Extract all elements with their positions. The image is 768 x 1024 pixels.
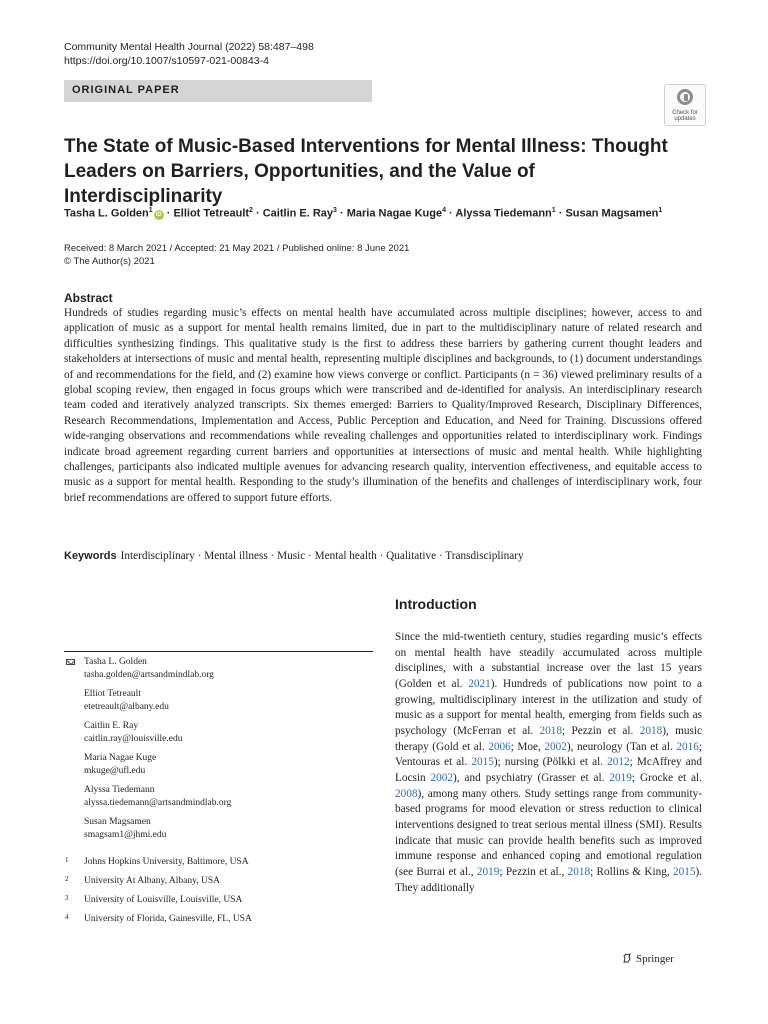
badge-line-2: updates (674, 116, 696, 122)
author-affiliation-mark: 2 (249, 207, 253, 214)
affiliation-number: 4 (65, 913, 69, 921)
abstract-text: Hundreds of studies regarding music’s effects on mental health have accumulated across multiple disciplines; however, access to and application of music as a support for mental health remains limited, due in part to the multidisciplinary nature of related research and difficulties synthesizing findings. This qualitative study is the first to address these barriers by gathering current thought leaders and stakeholders at intersections of music and mental health, representing multiple disciplines and backgrounds, to (1) document understandings of and recommendations for the field, and (2) examine how views converge or conflict. Participants (n = 36) viewed preliminary results of a global scoping review, then engaged in focus groups which were transcribed and de-identified for analysis. An interdisciplinary research team coded and iteratively analyzed transcripts. Six themes emerged: Barriers to Quality/Improved Research, Disciplinary Differences, Research Recommendations, Implementation and Access, Public Perception and Education, and Need for Training. Discussions offered wide-ranging observations and recommendations while revealing challenges and opportunities related to interdisciplinary work. Findings indicate broad agreement regarding current barriers and opportunities at intersections of music and mental health. While highlighting challenges, participants also indicated multiple avenues for advancing research quality, intervention effectiveness, and equitable access to music as a support for mental health. Responding to the study’s illumination of the benefits and challenges of interdisciplinary work, four brief recommendations are offered to support future efforts. (64, 307, 702, 504)
citation-link[interactable]: 2002 (430, 771, 454, 784)
abstract-heading: Abstract (64, 291, 113, 305)
affiliation-text: University of Florida, Gainesville, FL, USA (84, 914, 252, 924)
author-contacts (64, 656, 373, 848)
author-name[interactable]: Elliot Tetreault (173, 207, 250, 220)
author-name[interactable]: Maria Nagae Kuge (346, 207, 443, 220)
affiliations (64, 856, 373, 932)
citation-link[interactable]: 2018 (567, 865, 591, 878)
publisher-name: Springer (636, 953, 674, 965)
citation-link[interactable]: 2015 (471, 756, 494, 769)
keywords-label: Keywords (64, 550, 117, 562)
introduction-heading: Introduction (395, 596, 477, 612)
contact-entry (84, 752, 373, 778)
author-affiliation-mark: 4 (442, 207, 446, 214)
envelope-icon (66, 659, 75, 665)
contact-name: Tasha L. Golden (84, 657, 147, 667)
contact-entry (84, 720, 373, 746)
author-list (64, 203, 724, 222)
citation-link[interactable]: 2019 (476, 865, 500, 878)
affiliation-item (64, 875, 373, 888)
contact-email[interactable]: mkuge@ufl.edu (84, 766, 146, 776)
contact-entry (84, 784, 373, 810)
contact-email[interactable]: caitlin.ray@louisville.edu (84, 734, 183, 744)
citation-link[interactable]: 2018 (539, 724, 563, 737)
copyright-line: © The Author(s) 2021 (64, 256, 155, 267)
citation-link[interactable]: 2012 (607, 756, 630, 769)
author-name[interactable]: Caitlin E. Ray (262, 207, 334, 220)
affiliation-item (64, 856, 373, 869)
author-separator: · (446, 207, 456, 220)
article-type-band (64, 80, 372, 102)
citation-link[interactable]: 2008 (395, 787, 418, 800)
citation-link[interactable]: 2006 (488, 740, 511, 753)
author-separator: · (336, 207, 347, 220)
article-type-label: ORIGINAL PAPER (72, 84, 180, 96)
affiliation-text: Johns Hopkins University, Baltimore, USA (84, 857, 249, 867)
contact-entry (84, 688, 373, 714)
author-separator: · (555, 207, 566, 220)
author-name[interactable]: Alyssa Tiedemann (455, 207, 552, 220)
contact-name: Elliot Tetreault (84, 689, 141, 699)
affiliation-number: 1 (65, 856, 69, 864)
contact-email[interactable]: etetreault@albany.edu (84, 702, 169, 712)
doi-link[interactable]: https://doi.org/10.1007/s10597-021-00843-4 (64, 55, 269, 67)
journal-header (64, 40, 314, 68)
author-name[interactable]: Tasha L. Golden (64, 207, 149, 220)
footnote-divider (64, 651, 373, 652)
journal-citation: Community Mental Health Journal (2022) 58:487–498 (64, 41, 314, 53)
contact-name: Maria Nagae Kuge (84, 753, 157, 763)
author-separator: · (163, 207, 174, 220)
contact-entry (84, 656, 373, 682)
contact-email[interactable]: smagsam1@jhmi.edu (84, 830, 167, 840)
author-separator: · (252, 207, 263, 220)
check-updates-icon (677, 89, 693, 105)
citation-link[interactable]: 2002 (544, 740, 567, 753)
citation-link[interactable]: 2019 (609, 771, 632, 784)
affiliation-item (64, 913, 373, 926)
publication-dates (64, 242, 409, 268)
springer-horse-icon (622, 953, 632, 963)
author-affiliation-mark: 1 (148, 207, 153, 214)
badge-line-1: Check for (672, 110, 698, 116)
affiliation-text: University At Albany, Albany, USA (84, 876, 220, 886)
author-name[interactable]: Susan Magsamen (565, 207, 659, 220)
dates-line: Received: 8 March 2021 / Accepted: 21 May 2021 / Published online: 8 June 2021 (64, 243, 410, 254)
affiliation-text: University of Louisville, Louisville, USA (84, 895, 243, 905)
introduction-text: Since the mid-twentieth century, studies regarding music’s effects on mental health have steadily accumulated across multiple disciplines, with a substantial increase over the last 15 years (Golden et al. 2021). Hundreds of publications now point to a growing, multidisciplinary interest in the utilization and study of music as a support for mental health, emerging from fields such as psychology (McFerran et al. 2018; Pezzin et al. 2018), music therapy (Gold et al. 2006; Moe, 2002), neurology (Tan et al. 2016; Ventouras et al. 2015); nursing (Pölkki et al. 2012; McAffrey and Locsin 2002), and psychiatry (Grasser et al. 2019; Grocke et al. 2008), among many others. Study settings range from community-based programs for mood elevation or stress reduction to clinical interventions designed to treat serious mental illness (SMI). Results indicate that music can provide health benefits such as improved immune response and enhanced coping and emotional regulation (see Burrai et al., 2019; Pezzin et al., 2018; Rollins & King, 2015). They additionally (395, 631, 703, 894)
affiliation-item (64, 894, 373, 907)
keywords-text: Interdisciplinary · Mental illness · Music · Mental health · Qualitative · Transdisciplinary (120, 550, 524, 562)
contact-name: Caitlin E. Ray (84, 721, 139, 731)
citation-link[interactable]: 2016 (676, 740, 699, 753)
author-affiliation-mark: 3 (333, 207, 337, 214)
contact-name: Susan Magsamen (84, 817, 151, 827)
citation-link[interactable]: 2021 (468, 677, 491, 690)
affiliation-number: 3 (65, 894, 69, 902)
orcid-icon[interactable]: iD (155, 211, 162, 218)
article-title: The State of Music-Based Interventions for Mental Illness: Thought Leaders on Barriers, Opportunities, and the Value of Interdisciplinarity (64, 136, 668, 207)
publisher-logo (622, 953, 674, 965)
author-affiliation-mark: 1 (658, 207, 663, 214)
citation-link[interactable]: 2015 (672, 865, 696, 878)
check-for-updates-badge[interactable] (664, 84, 706, 126)
author-affiliation-mark: 1 (551, 207, 556, 214)
keywords-line (64, 549, 704, 564)
contact-entry (84, 816, 373, 842)
citation-link[interactable]: 2018 (639, 724, 663, 737)
affiliation-number: 2 (65, 875, 69, 883)
contact-email[interactable]: alyssa.tiedemann@artsandmindlab.org (84, 798, 232, 808)
contact-name: Alyssa Tiedemann (84, 785, 155, 795)
contact-email[interactable]: tasha.golden@artsandmindlab.org (84, 670, 214, 680)
